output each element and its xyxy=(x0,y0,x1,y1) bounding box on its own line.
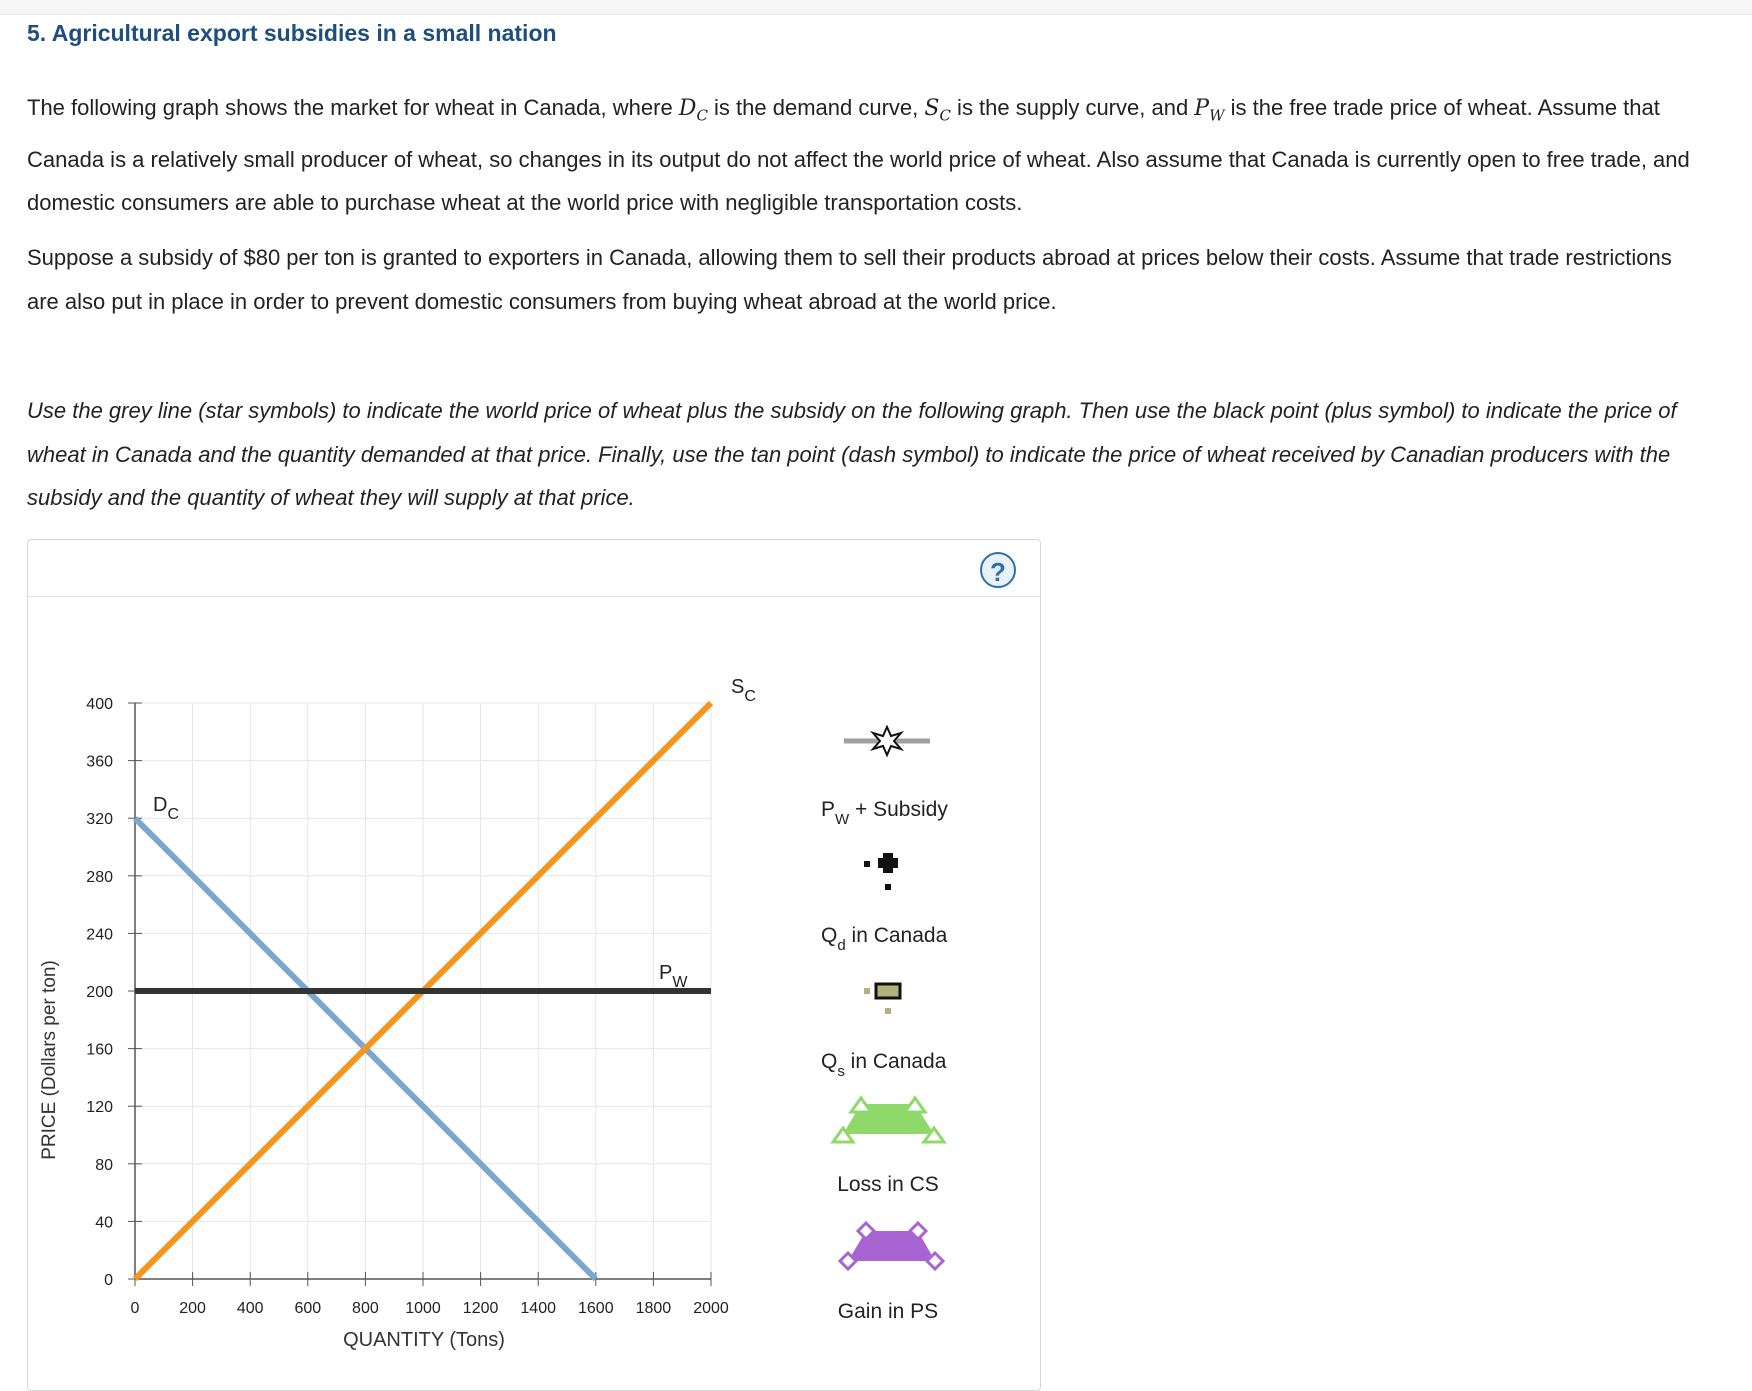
intro-text-3: is the supply curve, and xyxy=(950,95,1195,120)
tool-gain-in-ps[interactable] xyxy=(838,1223,943,1323)
x-tick-label: 1000 xyxy=(405,1300,441,1317)
supply-curve-label xyxy=(731,676,756,705)
tool-pw-plus-subsidy[interactable] xyxy=(821,727,948,828)
demand-curve-label-sub: C xyxy=(167,806,180,824)
subsidy-paragraph: Suppose a subsidy of $80 per ton is granted to exporters in Canada, allowing them to sell their products abroad at prices below their costs. Assume that trade restrictions are also put in place in order to prevent domestic consumers from buying wheat abroad at the world price. xyxy=(27,245,1672,314)
supply-curve-label-sub: C xyxy=(744,688,756,705)
tool-pw-plus-subsidy-label: $P_W$ + Subsidy xyxy=(821,798,948,828)
intro-text-1: The following graph shows the market for wheat in Canada, where xyxy=(27,95,679,120)
intro-text-4: is the free trade price of wheat. Assume that Canada is a relatively small producer of wheat, so changes in its output do not affect the world price of wheat. Also assume that Canada is currently open to free trade, and domestic consumers are able to purchase wheat at the world price with negligible transportation costs. xyxy=(27,95,1690,216)
x-tick-label: 200 xyxy=(179,1300,206,1317)
x-tick-label: 1400 xyxy=(520,1300,556,1317)
y-tick-label: 320 xyxy=(86,811,113,829)
top-bar xyxy=(0,0,1752,15)
world-price-symbol xyxy=(1194,96,1225,125)
y-tick-label: 0 xyxy=(104,1272,113,1289)
y-tick-label: 160 xyxy=(86,1041,113,1059)
x-tick-label: 2000 xyxy=(693,1300,729,1317)
tool-qd-in-canada[interactable] xyxy=(821,853,948,954)
y-tick-label: 240 xyxy=(86,926,113,944)
x-tick-label: 1600 xyxy=(578,1300,614,1317)
x-tick-label: 0 xyxy=(130,1300,140,1317)
demand-curve-label-main: D xyxy=(153,794,168,817)
help-icon[interactable]: ? xyxy=(980,552,1016,588)
graph-svg xyxy=(28,540,1040,1372)
tool-qd-in-canada-label: $Q_d$ in Canada xyxy=(821,924,948,954)
tool-qs-in-canada[interactable] xyxy=(821,984,947,1080)
intro-text-2: is the demand curve, xyxy=(707,95,925,120)
x-axis-label: QUANTITY (Tons) xyxy=(343,1329,505,1351)
world_price-curve-label-main: P xyxy=(659,962,673,984)
y-tick-label: 40 xyxy=(95,1214,113,1232)
tool-loss-in-cs[interactable] xyxy=(833,1098,944,1196)
x-tick-label: 600 xyxy=(294,1300,322,1317)
tool-loss-in-cs-label: Loss in CS xyxy=(837,1173,939,1196)
dash-mark-icon xyxy=(864,861,870,867)
y-tick-label: 280 xyxy=(86,868,113,886)
dash-mark-icon xyxy=(885,1008,891,1014)
dash-mark-icon xyxy=(864,988,870,994)
y-tick-label: 80 xyxy=(95,1156,113,1174)
tool-qs-in-canada-label: $Q_s$ in Canada xyxy=(821,1050,947,1080)
dash-mark-icon xyxy=(885,884,891,890)
y-tick-label: 400 xyxy=(86,696,113,713)
world_price-curve-label xyxy=(659,962,688,991)
supply-symbol-sub: C xyxy=(939,106,951,125)
supply-curve-label-main: S xyxy=(731,676,745,698)
supply-symbol xyxy=(924,96,951,125)
demand-symbol-sub: C xyxy=(696,106,708,125)
demand-symbol xyxy=(678,96,708,125)
x-tick-label: 400 xyxy=(236,1300,264,1317)
supply-symbol-main: S xyxy=(924,96,940,121)
demand-symbol-main: D xyxy=(678,96,697,121)
instructions-paragraph: Use the grey line (star symbols) to indicate the world price of wheat plus the subsidy on the following graph. Then use the black point (plus symbol) to indicate the price of wheat in Canada and the quantity demanded at that price. Finally, use the tan point (dash symbol) to indicate the price of wheat received by Canadian producers with the subsidy and the quantity of wheat they will supply at that price. xyxy=(27,398,1677,510)
intro-paragraph xyxy=(27,86,1707,225)
x-tick-label: 1200 xyxy=(462,1300,499,1317)
y-axis-label: PRICE (Dollars per ton) xyxy=(39,960,60,1160)
x-tick-label: 800 xyxy=(352,1300,379,1317)
y-tick-label: 360 xyxy=(86,753,113,771)
graph-panel xyxy=(27,539,1041,1391)
question-title: 5. Agricultural export subsidies in a small nation xyxy=(27,20,557,46)
y-tick-label: 200 xyxy=(86,984,113,1001)
curve-labels xyxy=(153,676,756,991)
tan-dash-icon xyxy=(876,984,900,998)
plus-icon xyxy=(878,853,898,873)
tool-gain-in-ps-label: Gain in PS xyxy=(837,1300,939,1323)
world-price-symbol-sub: W xyxy=(1209,106,1225,125)
world-price-symbol-main: P xyxy=(1194,96,1210,121)
x-tick-label: 1800 xyxy=(635,1300,672,1317)
demand-curve-label xyxy=(153,794,179,823)
world_price-curve-label-sub: W xyxy=(672,974,688,991)
y-tick-label: 120 xyxy=(86,1099,113,1117)
